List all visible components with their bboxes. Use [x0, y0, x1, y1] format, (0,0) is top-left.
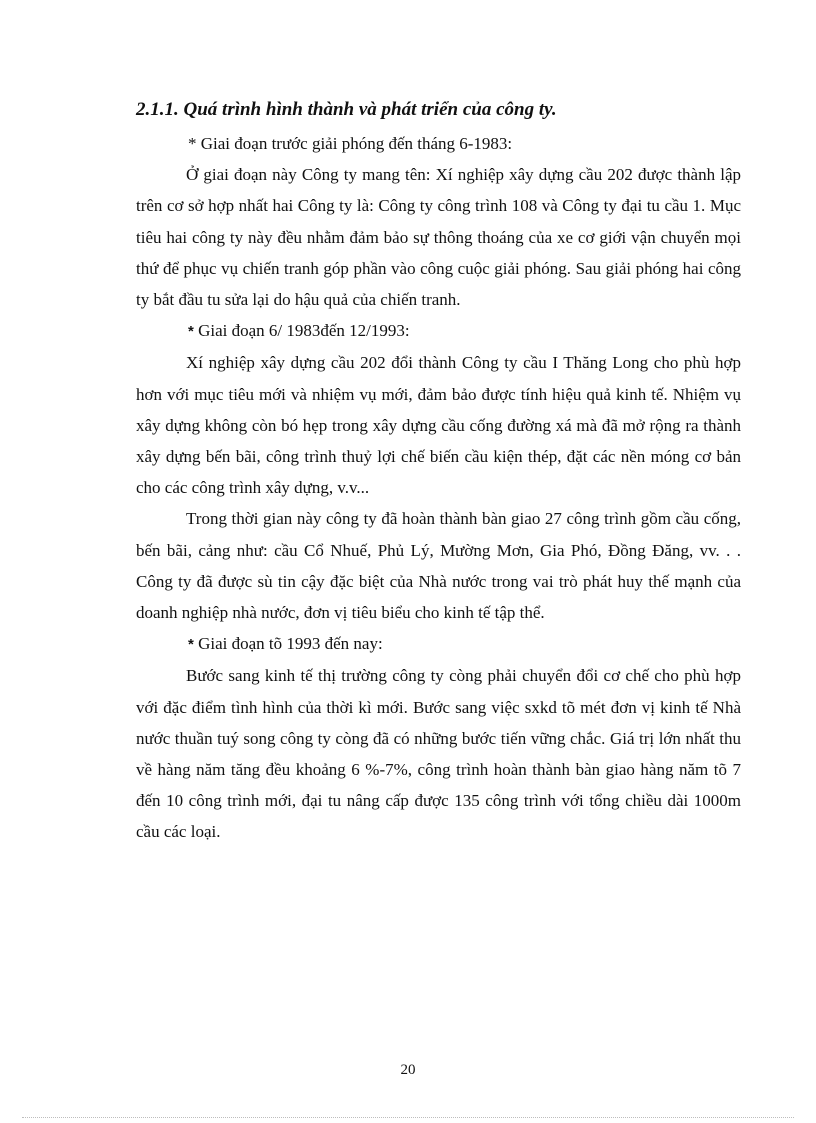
body-paragraph: Ở giai đoạn này Công ty mang tên: Xí nghiệp xây dựng cầu 202 được thành lập trên cơ sở hợp nhất hai Công ty là: Công ty công trình 108 và Công ty đại tu cầu 1. Mục tiêu hai công ty này đều nhằm đảm bảo sự thông thoáng của xe cơ giới vận chuyển mọi thứ để phục vụ chiến tranh góp phần vào công cuộc giải phóng. Sau giải phóng hai công ty bắt đầu tu sửa lại do hậu quả của chiến tranh. — [136, 165, 741, 310]
stage-heading — [136, 628, 741, 660]
body-paragraph: Bước sang kinh tế thị trường công ty còng phải chuyển đổi cơ chế cho phù hợp với đặc điểm tình hình của thời kì mới. Bước sang việc sxkd tõ mét đơn vị kinh tế Nhà nước thuần tuý song công ty còng đã có những bước tiến vững chắc. Giá trị lớn nhất thu về hàng năm tăng đều khoảng 6 %-7%, công trình hoàn thành bàn giao hàng năm tõ 7 đến 10 công trình mới, đại tu nâng cấp được 135 công trình với tổng chiều dài 1000m cầu các loại. — [136, 666, 741, 842]
section-body — [136, 128, 741, 848]
stage-title: Giai đoạn tõ 1993 đến nay: — [198, 634, 383, 654]
page-number: 20 — [400, 1062, 416, 1078]
page-bottom-divider — [22, 1117, 794, 1118]
body-paragraph: Xí nghiệp xây dựng cầu 202 đổi thành Công ty cầu I Thăng Long cho phù hợp hơn với mục tiêu mới và nhiệm vụ mới, đảm bảo được tính hiệu quả kinh tế. Nhiệm vụ xây dựng không còn bó hẹp trong xây dựng cầu cống đường xá mà đã mở rộng ra thành xây dựng bến bãi, công trình thuỷ lợi chế biến cầu kiện thép, đặt các nền móng cơ bản cho các công trình xây dựng, v.v... — [136, 353, 741, 498]
stage-title: Giai đoạn trước giải phóng đến tháng 6-1983: — [200, 134, 513, 153]
stage-title: Giai đoạn 6/ 1983đến 12/1993: — [198, 321, 410, 341]
bullet-marker: * — [188, 134, 197, 153]
body-paragraph: Trong thời gian này công ty đã hoàn thành bàn giao 27 công trình gồm cầu cống, bến bãi, cảng như: cầu Cổ Nhuế, Phủ Lý, Mường Mơn, Gia Phó, Đồng Đăng, vv. . . Công ty đã được sù tin cậy đặc biệt của Nhà nước trong vai trò phát huy thế mạnh của doanh nghiệp nhà nước, đơn vị tiêu biểu cho kinh tế tập thể. — [136, 509, 741, 623]
stage-heading — [136, 315, 741, 347]
stage-heading — [136, 128, 741, 159]
bullet-marker: * — [188, 323, 194, 341]
bullet-marker: * — [188, 636, 194, 654]
section-heading: 2.1.1. Quá trình hình thành và phát triển của công ty. — [136, 99, 557, 120]
